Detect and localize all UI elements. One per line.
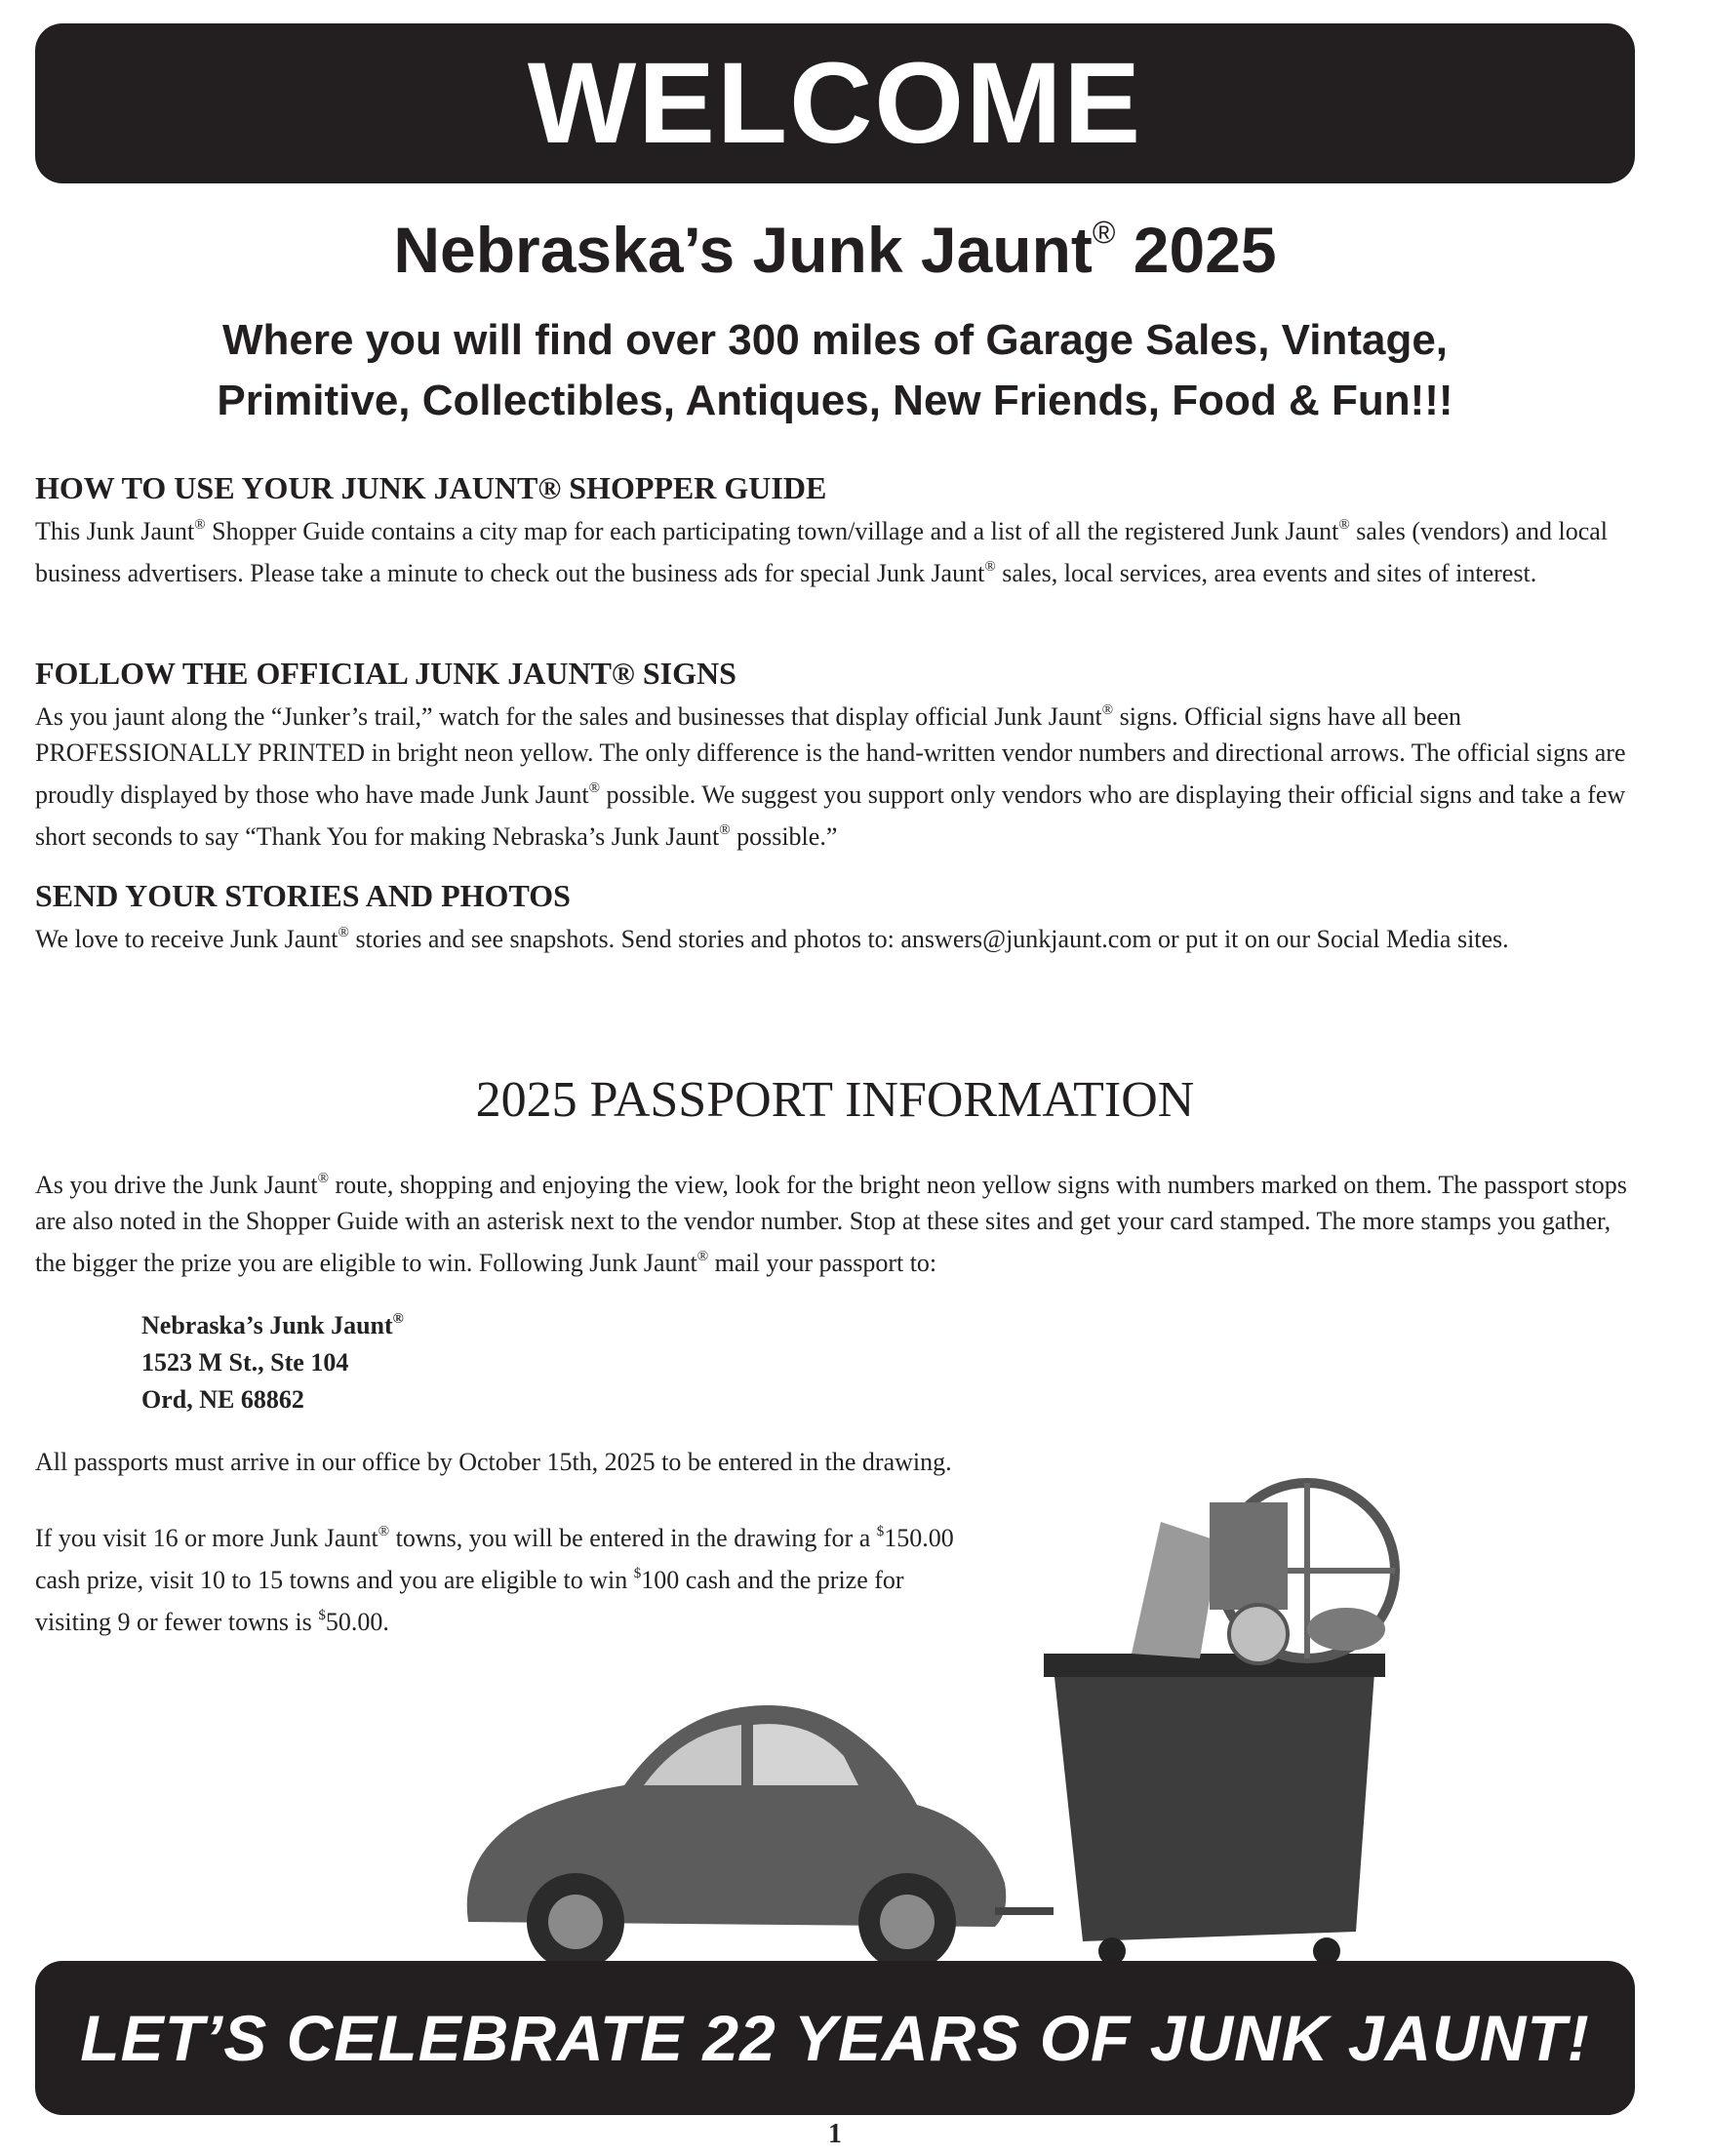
page-title-reg: ® <box>1092 215 1116 250</box>
section-body <box>35 693 1635 855</box>
reg-mark: ® <box>317 1171 329 1186</box>
body-text: stories and see snapshots. Send stories and photos to: answers@junkjaunt.com or put it on our Social Media sites. <box>348 925 1509 953</box>
body-text: signs. Official signs have all been PROFESSIONALLY PRINTED in bright neon yellow. The only difference is the hand-written vendor numbers and directional arrows. The official signs are proudly displayed by those who have made Junk Jaunt <box>35 702 1626 809</box>
body-text: Shopper Guide contains a city map for each participating town/village and a list of all the registered Junk Jaunt <box>205 517 1339 545</box>
dollar-sign: $ <box>876 1524 885 1539</box>
body-text: This Junk Jaunt <box>35 517 195 545</box>
reg-mark: ® <box>378 1524 390 1539</box>
celebration-banner-text: LET’S CELEBRATE 22 YEARS OF JUNK JAUNT! <box>80 2002 1590 2074</box>
section-heading: SEND YOUR STORIES AND PHOTOS <box>35 878 571 913</box>
reg-mark: ® <box>392 1311 404 1327</box>
reg-mark: ® <box>338 925 349 940</box>
car-and-dumpster-illustration <box>449 1463 1678 1971</box>
body-text: towns, you will be entered in the drawing for a <box>389 1524 877 1552</box>
body-text: route, shopping and enjoying the view, look for the bright neon yellow signs with numbers marked on them. The passport stops are also noted in the Shopper Guide with an asterisk next to the vendor number. Stop at these sites and get your card stamped. The more stamps you gather, the bigger the prize you are eligible to win. Following Junk Jaunt <box>35 1171 1627 1277</box>
page-subtitle <box>0 310 1670 431</box>
body-text: mail your passport to: <box>708 1249 937 1277</box>
passport-deadline: All passports must arrive in our office by October 15th, 2025 to be entered in the drawing. <box>35 1448 952 1476</box>
welcome-banner-text: WELCOME <box>527 39 1143 168</box>
reg-mark: ® <box>984 559 996 575</box>
address-name: Nebraska’s Junk Jaunt <box>141 1311 393 1339</box>
body-text: cash prize, visit 10 to 15 towns and you are eligible to win <box>35 1566 634 1594</box>
section-follow-signs <box>35 654 1635 855</box>
prize-amount: 100 cash and the prize for <box>641 1566 904 1594</box>
passport-intro <box>35 1161 1635 1281</box>
body-text: visiting 9 or fewer towns is <box>35 1608 319 1636</box>
address-line-3: Ord, NE 68862 <box>141 1385 304 1414</box>
dumpster-image <box>1044 1483 1395 1965</box>
reg-mark: ® <box>696 1249 709 1264</box>
page-title-text: Nebraska’s Junk Jaunt <box>393 214 1093 286</box>
body-text: sales, local services, area events and sites of interest. <box>995 559 1537 587</box>
section-body <box>35 915 1635 957</box>
section-how-to-use <box>35 468 1635 591</box>
dollar-sign: $ <box>633 1566 642 1581</box>
reg-mark: ® <box>1338 517 1350 533</box>
section-stories <box>35 876 1635 957</box>
celebration-banner <box>35 1961 1635 2115</box>
reg-mark: ® <box>1101 702 1114 718</box>
page-title-year: 2025 <box>1115 214 1277 286</box>
body-text: As you jaunt along the “Junker’s trail,” watch for the sales and businesses that display official Junk Jaunt <box>35 702 1102 731</box>
body-text: sales (vendors) and local business advertisers. Please take a minute to check out the business ads for special Junk Jaunt <box>35 517 1609 587</box>
subtitle-line-2: Primitive, Collectibles, Antiques, New Friends, Food & Fun!!! <box>217 377 1453 424</box>
prize-amount: 150.00 <box>884 1524 954 1552</box>
reg-mark: ® <box>588 780 600 796</box>
page-title <box>0 213 1670 287</box>
mailing-address <box>141 1300 404 1418</box>
address-line-2: 1523 M St., Ste 104 <box>141 1348 349 1377</box>
section-heading: HOW TO USE YOUR JUNK JAUNT® SHOPPER GUIDE <box>35 470 827 505</box>
reg-mark: ® <box>194 517 206 533</box>
section-heading: FOLLOW THE OFFICIAL JUNK JAUNT® SIGNS <box>35 656 736 691</box>
body-text: possible.” <box>730 822 838 851</box>
body-text: If you visit 16 or more Junk Jaunt <box>35 1524 378 1552</box>
welcome-banner <box>35 23 1635 183</box>
subtitle-line-1: Where you will find over 300 miles of Garage Sales, Vintage, <box>221 316 1449 364</box>
section-body <box>35 507 1635 591</box>
beetle-car-image <box>467 1705 1054 1971</box>
passport-title: 2025 PASSPORT INFORMATION <box>475 1072 1195 1128</box>
address-line-1 <box>141 1300 404 1344</box>
dollar-sign: $ <box>318 1608 326 1623</box>
prize-amount: 50.00. <box>325 1608 389 1636</box>
body-text: We love to receive Junk Jaunt <box>35 925 338 953</box>
body-text: As you drive the Junk Jaunt <box>35 1171 318 1199</box>
reg-mark: ® <box>719 822 731 838</box>
body-text: possible. We suggest you support only vendors who are displaying their official signs and take a few short seconds to say “Thank You for making Nebraska’s Junk Jaunt <box>35 780 1626 851</box>
page-number: 1 <box>828 2119 842 2149</box>
